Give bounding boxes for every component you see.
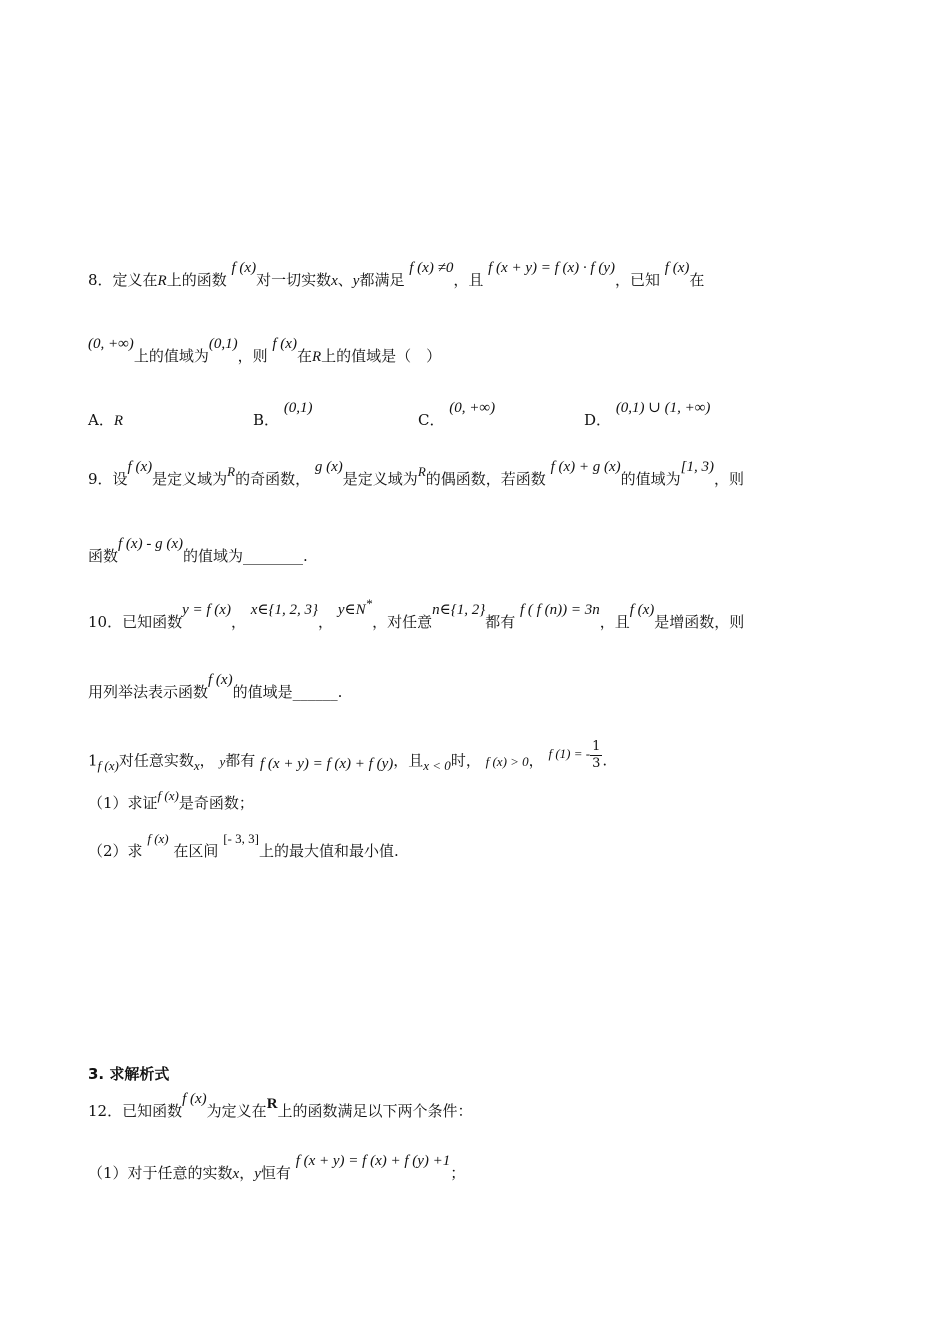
text: 在: [689, 271, 705, 289]
text: 的奇函数，: [235, 470, 311, 488]
text: .: [602, 751, 608, 770]
math-x-set: x∈{1, 2, 3}: [250, 602, 319, 618]
text: 在区间: [173, 842, 219, 860]
q8-number: 8．定义在: [88, 271, 158, 289]
text: ，: [230, 613, 246, 631]
q11-part2: [88, 831, 399, 862]
math-f-of-x: f (x): [182, 1091, 207, 1107]
text: 函数: [88, 547, 119, 565]
math-x-negative: x < 0: [423, 757, 451, 773]
text: 在: [296, 347, 312, 365]
text: 恒有: [260, 1164, 291, 1182]
text: 的值域为: [620, 470, 681, 488]
text: ，: [528, 751, 544, 770]
math-f-of-x: f (x): [157, 788, 179, 803]
math-g-of-x: g (x): [314, 459, 343, 475]
math-f-of-x: f (x): [147, 831, 169, 846]
math-y-equals-fx: y = f (x): [182, 602, 231, 618]
text: ，已知: [614, 271, 660, 289]
q11-line1: [88, 739, 608, 778]
text: 上的最大值和最小值.: [258, 842, 399, 860]
q9-number: 9．设: [88, 470, 128, 488]
text: ，且: [393, 751, 424, 770]
math-condition-product: f (x + y) = f (x) · f (y): [488, 260, 615, 276]
text: （1）对于任意的实数: [88, 1164, 233, 1182]
text: 是增函数，则: [654, 613, 745, 631]
math-y-in-n: y∈N: [337, 602, 366, 618]
math-x: x: [232, 1166, 240, 1182]
math-f-of-x: f (x): [231, 260, 257, 276]
math-interval: (0, +∞): [88, 336, 134, 352]
text: 的值域是______.: [232, 683, 343, 701]
math-R: R: [417, 464, 426, 479]
text: ；: [450, 1164, 466, 1182]
option-value: (0, +∞): [449, 400, 496, 416]
math-range: [1, 3): [680, 459, 715, 475]
text: 是定义域为: [342, 470, 418, 488]
fraction-numerator: 1: [592, 739, 601, 754]
text: 为定义在: [206, 1102, 267, 1120]
q10-line1: [88, 596, 745, 633]
math-additive-equation: f (x + y) = f (x) + f (y): [260, 755, 394, 772]
math-R: R: [311, 349, 322, 365]
math-f-minus-g: f (x) - g (x): [118, 536, 183, 552]
text: ，: [318, 613, 334, 631]
math-f-of-x: f (x): [97, 757, 119, 773]
math-x: x: [193, 757, 200, 773]
math-star: *: [365, 596, 373, 611]
math-y-set: [338, 594, 372, 620]
fraction-denominator: 3: [592, 756, 601, 771]
math-n-set: n∈{1, 2}: [432, 602, 486, 618]
text: ，: [199, 751, 215, 770]
option-value: R: [113, 413, 124, 429]
option-label: B．: [253, 411, 280, 429]
text: 对任意实数: [118, 751, 194, 770]
option-c[interactable]: [418, 400, 496, 430]
math-R: R: [266, 1096, 278, 1112]
q11-part1: [88, 788, 254, 814]
math-R: R: [157, 273, 167, 289]
q9-line2: [88, 536, 308, 567]
q12-line1: [88, 1091, 473, 1122]
q12-condition1: [88, 1153, 466, 1184]
math-f-of-1: f (1) = -: [548, 745, 591, 761]
option-d[interactable]: [584, 400, 711, 430]
text: 的值域为________.: [182, 547, 308, 565]
math-range: (0,1): [208, 336, 238, 352]
q8-line1: [88, 260, 705, 291]
text: 是定义域为: [152, 470, 228, 488]
text: 上的函数: [166, 271, 227, 289]
q12-number: 12．已知函数: [88, 1102, 183, 1120]
math-functional-equation: f (x + y) = f (x) + f (y) +1: [295, 1153, 451, 1169]
math-f-plus-g: f (x) + g (x): [550, 459, 621, 475]
math-y: y: [352, 273, 360, 289]
math-condition: f ( f (n)) = 3n: [520, 602, 600, 618]
text: 对一切实数: [256, 271, 332, 289]
text: ，: [239, 1164, 255, 1182]
text: （2）求: [88, 842, 143, 860]
math-f-of-x: f (x): [208, 672, 233, 688]
option-label: A．: [88, 411, 114, 429]
q9-line1: [88, 459, 745, 490]
text: 上的函数满足以下两个条件：: [277, 1102, 473, 1120]
section-heading: 3. 求解析式: [88, 1065, 170, 1083]
text: 、: [337, 271, 353, 289]
math-f-positive: f (x) > 0: [485, 753, 529, 769]
text: 是奇函数；: [178, 794, 254, 812]
text: ，则: [714, 470, 745, 488]
q8-line2: [88, 336, 442, 367]
text: ，且: [599, 613, 630, 631]
text: 用列举法表示函数: [88, 683, 209, 701]
text: 的偶函数，若函数: [425, 470, 546, 488]
text: 都满足: [359, 271, 405, 289]
text: 上的值域为: [133, 347, 209, 365]
math-y: y: [219, 753, 226, 769]
text: 上的值域是（ ）: [321, 347, 442, 365]
math-f-of-x: f (x): [629, 602, 655, 618]
q10-line2: [88, 672, 343, 703]
text: ，且: [453, 271, 484, 289]
q10-number: 10．已知函数: [88, 613, 183, 631]
math-f-of-x: f (x): [127, 459, 153, 475]
option-label: C．: [418, 411, 445, 429]
text: ，对任意: [372, 613, 433, 631]
fraction-one-third: [590, 739, 602, 772]
option-b[interactable]: [253, 400, 313, 430]
math-interval: [- 3, 3]: [223, 831, 259, 846]
math-condition-nonzero: f (x) ≠0: [409, 260, 454, 276]
math-f-of-x: f (x): [272, 336, 297, 352]
text: 都有: [225, 751, 256, 770]
math-x: x: [331, 273, 338, 289]
text: 都有: [485, 613, 516, 631]
option-label: D．: [584, 411, 612, 429]
option-value: (0,1): [283, 400, 313, 416]
q11-number: 1: [88, 751, 98, 770]
text: ，则: [237, 347, 268, 365]
math-f-of-x: f (x): [664, 260, 690, 276]
option-a[interactable]: [88, 409, 123, 430]
math-R: R: [227, 464, 236, 479]
math-y: y: [254, 1166, 261, 1182]
text: （1）求证: [88, 794, 158, 812]
text: 时，: [450, 751, 481, 770]
option-value: (0,1) ∪ (1, +∞): [615, 400, 711, 416]
